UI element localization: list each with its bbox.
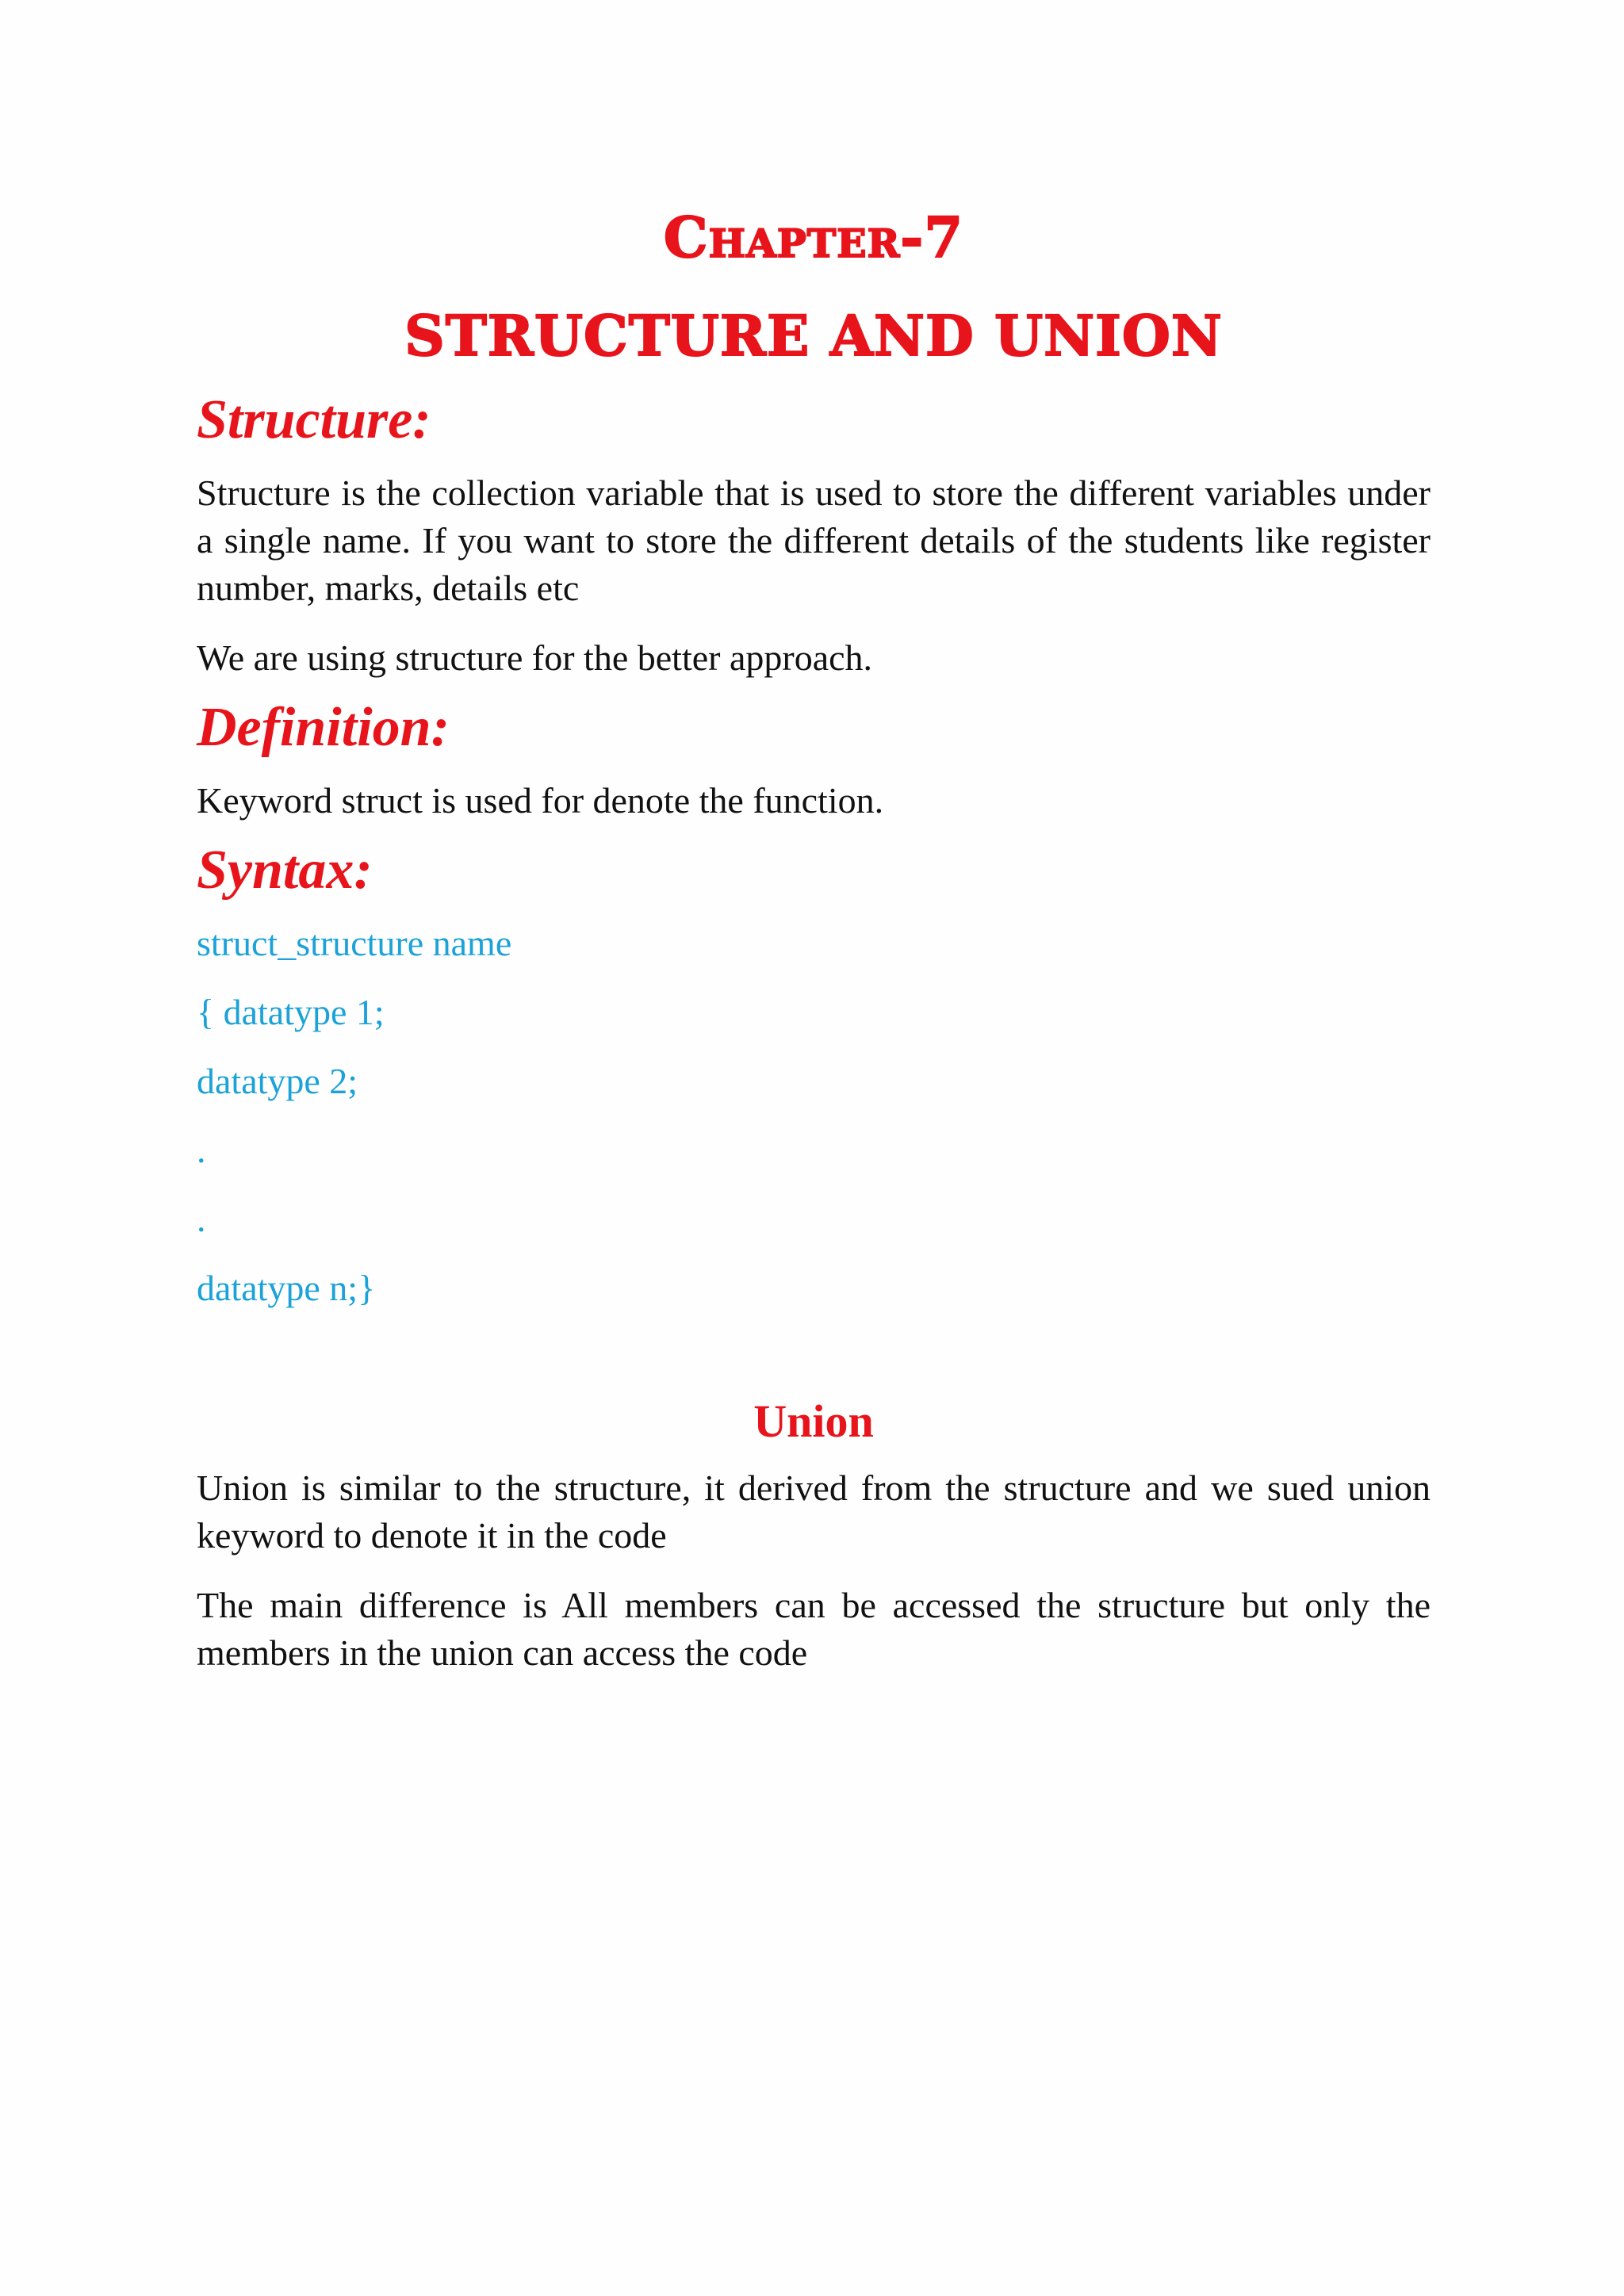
structure-paragraph-2: We are using structure for the better approach. <box>197 637 873 678</box>
code-line: . <box>197 1130 206 1170</box>
syntax-code-block <box>197 920 1431 1312</box>
union-paragraph-1: Union is similar to the structure, it derived from the structure and we sued union keyword to denote it in the code <box>197 1468 1431 1556</box>
code-line: datatype 2; <box>197 1061 358 1101</box>
definition-paragraph: Keyword struct is used for denote the function. <box>197 780 884 821</box>
code-line: struct_structure name <box>197 923 512 963</box>
definition-heading: Definition: <box>197 697 450 758</box>
code-line: { datatype 1; <box>197 992 385 1032</box>
chapter-number-title: Chapter-7 <box>663 205 964 270</box>
syntax-heading: Syntax: <box>197 840 373 901</box>
code-line: . <box>197 1199 206 1239</box>
chapter-title: STRUCTURE AND UNION <box>404 303 1223 369</box>
page-content <box>197 198 1431 1677</box>
union-heading: Union <box>753 1395 874 1447</box>
union-paragraph-2: The main difference is All members can be accessed the structure but only the members in the union can access the code <box>197 1585 1431 1673</box>
code-line: datatype n;} <box>197 1268 376 1308</box>
structure-heading: Structure: <box>197 389 431 450</box>
structure-paragraph-1: Structure is the collection variable that is used to store the different variables under a single name. If you want to store the different details of the students like register number, marks, details etc <box>197 473 1431 608</box>
